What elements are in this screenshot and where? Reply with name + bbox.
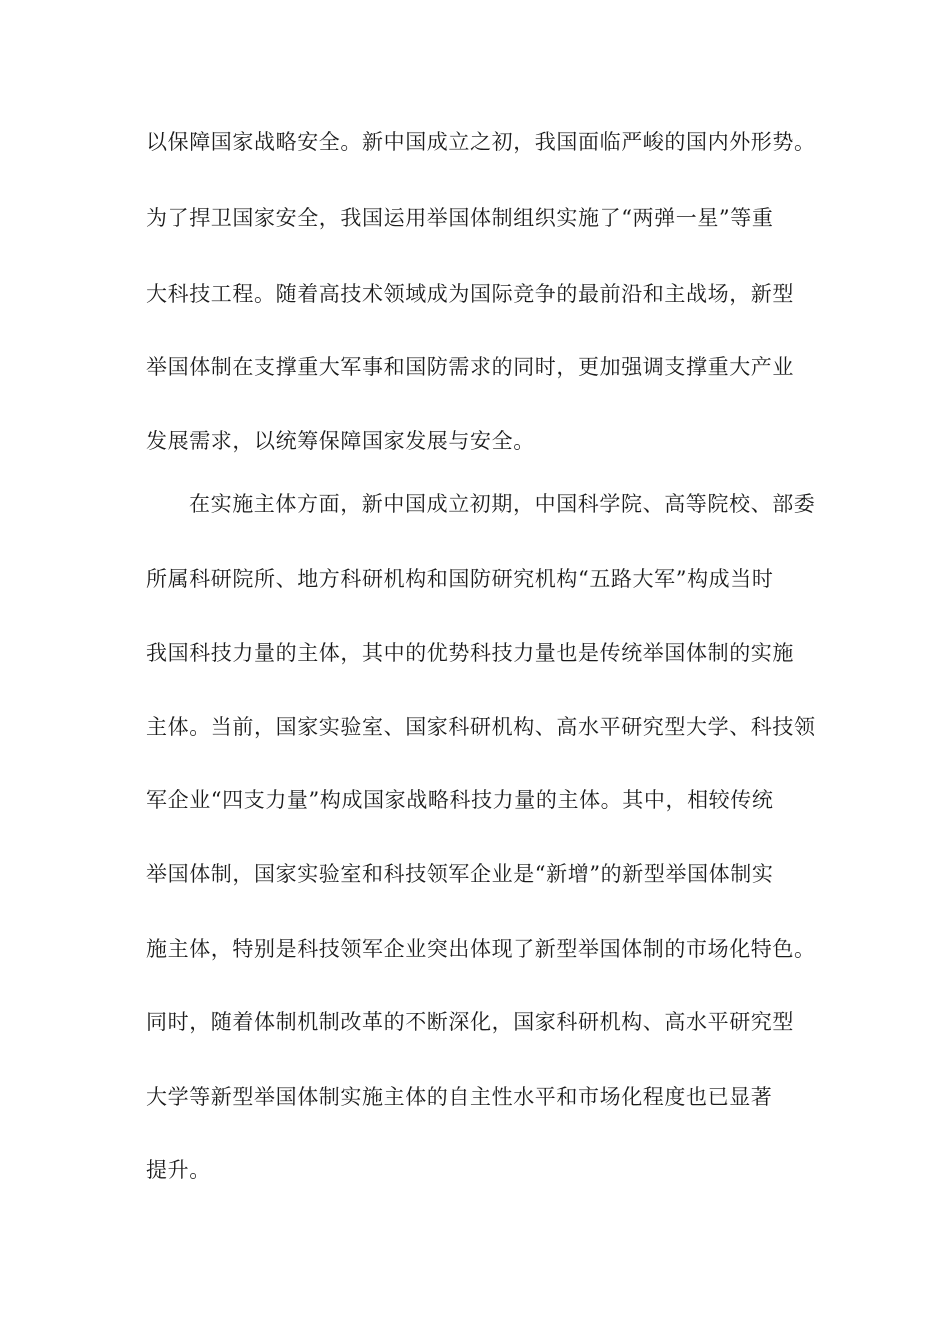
text-line: 同时，随着体制机制改革的不断深化，国家科研机构、高水平研究型 (146, 1010, 794, 1034)
text-line: 大科技工程。随着高技术领域成为国际竞争的最前沿和主战场，新型 (146, 282, 794, 306)
text-line: 我国科技力量的主体，其中的优势科技力量也是传统举国体制的实施 (146, 641, 794, 665)
text-line: 大学等新型举国体制实施主体的自主性水平和市场化程度也已显著 (146, 1085, 773, 1109)
text-line: 举国体制在支撑重大军事和国防需求的同时，更加强调支撑重大产业 (146, 355, 794, 379)
text-line: 提升。 (146, 1158, 211, 1182)
text-line: 以保障国家战略安全。新中国成立之初，我国面临严峻的国内外形势。 (146, 130, 816, 154)
text-line: 所属科研院所、地方科研机构和国防研究机构“五路大军”构成当时 (146, 567, 774, 591)
text-line: 主体。当前，国家实验室、国家科研机构、高水平研究型大学、科技领 (146, 715, 816, 739)
text-line: 举国体制，国家实验室和科技领军企业是“新增”的新型举国体制实 (146, 862, 774, 886)
text-line: 在实施主体方面，新中国成立初期，中国科学院、高等院校、部委 (189, 492, 816, 516)
text-line: 施主体，特别是科技领军企业突出体现了新型举国体制的市场化特色。 (146, 937, 816, 961)
text-line: 发展需求，以统筹保障国家发展与安全。 (146, 429, 535, 453)
text-line: 军企业“四支力量”构成国家战略科技力量的主体。其中，相较传统 (146, 788, 774, 812)
text-line: 为了捍卫国家安全，我国运用举国体制组织实施了“两弹一星”等重 (146, 206, 774, 230)
